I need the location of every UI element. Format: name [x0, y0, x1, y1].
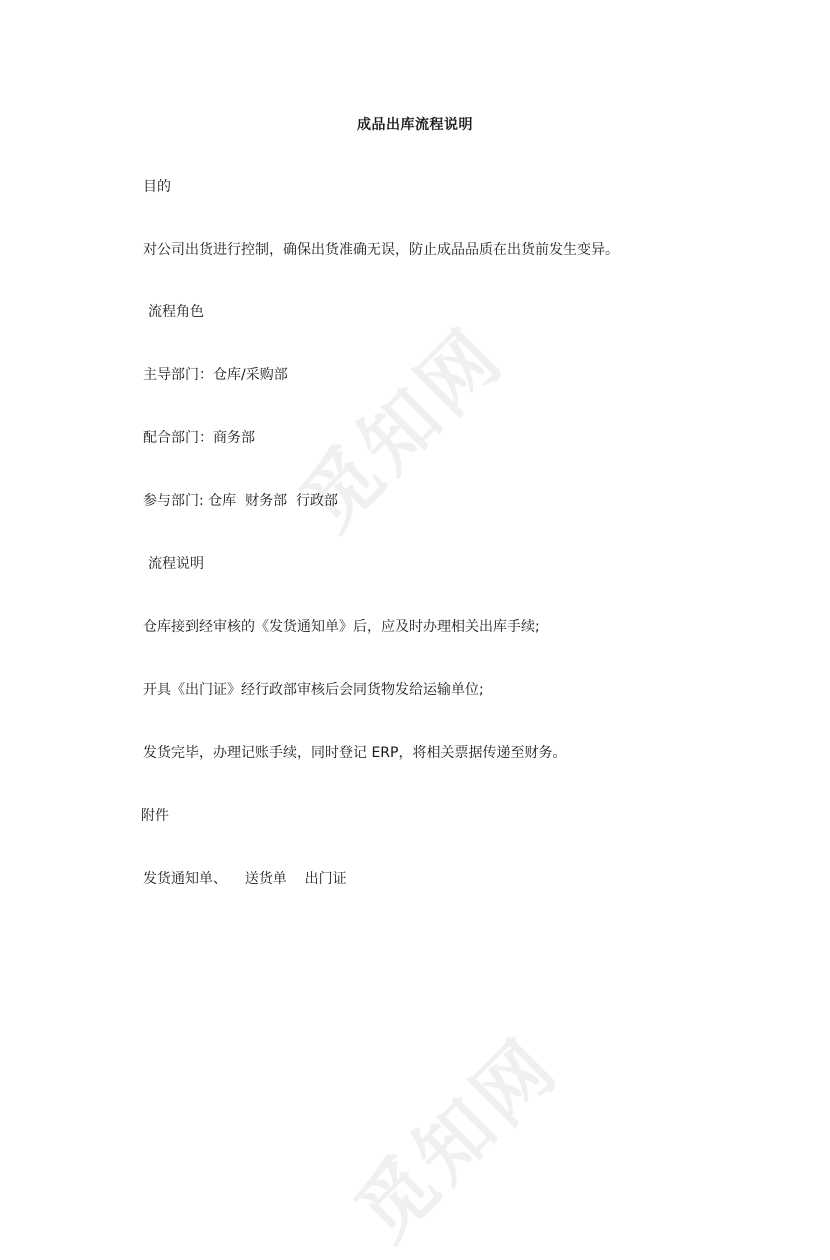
- lead-department: 主导部门：仓库/采购部: [143, 367, 288, 383]
- section-heading-roles: 流程角色: [148, 304, 204, 320]
- watermark-bottom: 觅知网: [338, 1020, 576, 1258]
- participating-departments: 参与部门: 仓库 财务部 行政部: [143, 493, 338, 509]
- process-step-3: 发货完毕，办理记账手续，同时登记 ERP，将相关票据传递至财务。: [143, 745, 567, 761]
- document-title: 成品出库流程说明: [357, 117, 473, 133]
- cooperating-department: 配合部门：商务部: [143, 430, 255, 446]
- section-heading-process: 流程说明: [148, 556, 204, 572]
- purpose-text: 对公司出货进行控制，确保出货准确无误，防止成品品质在出货前发生变异。: [143, 242, 619, 258]
- watermark: 觅知网: [283, 310, 521, 548]
- process-step-1: 仓库接到经审核的《发货通知单》后，应及时办理相关出库手续;: [143, 619, 540, 635]
- process-step-2: 开具《出门证》经行政部审核后会同货物发给运输单位;: [143, 682, 484, 698]
- section-heading-attachments: 附件: [141, 808, 169, 824]
- attachments-list: 发货通知单、 送货单 出门证: [143, 871, 347, 887]
- section-heading-purpose: 目的: [143, 179, 171, 195]
